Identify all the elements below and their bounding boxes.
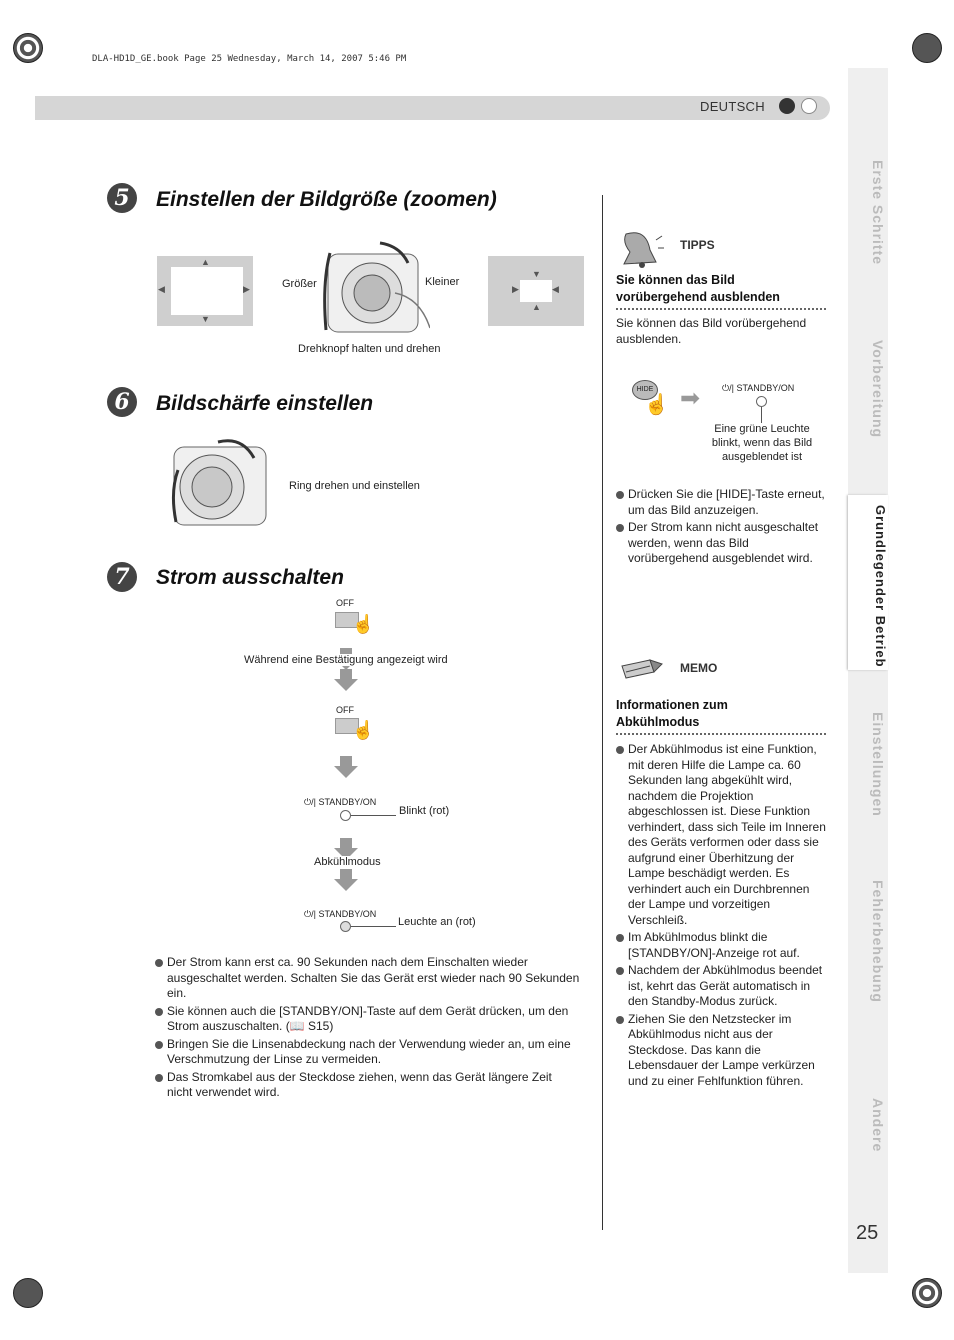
list-item: Im Abkühlmodus blinkt die [STANDBY/ON]-Anzeige rot auf. bbox=[616, 930, 828, 961]
dotted-rule bbox=[616, 733, 826, 735]
standby-label-2: ⏻/| STANDBY/ON bbox=[304, 909, 377, 919]
tab-label: Einstellungen bbox=[870, 712, 886, 817]
bell-icon bbox=[616, 228, 664, 272]
tab-andere[interactable] bbox=[850, 1098, 886, 1178]
tips-standby-label: ⏻/| STANDBY/ON bbox=[722, 383, 795, 393]
led-leader-line bbox=[351, 815, 396, 816]
lit-red-label: Leuchte an (rot) bbox=[398, 916, 476, 928]
pencil-icon bbox=[620, 658, 664, 684]
dotted-rule bbox=[616, 308, 826, 310]
off-label-2: OFF bbox=[336, 705, 354, 715]
green-led bbox=[756, 396, 767, 407]
power-off-notes bbox=[155, 955, 580, 1101]
memo-title: Informationen zum Abkühlmodus bbox=[616, 698, 728, 729]
page-dot-dark bbox=[779, 98, 795, 114]
tab-grundlegender-betrieb[interactable] bbox=[848, 495, 888, 670]
tips-notes bbox=[616, 487, 828, 567]
language-label: DEUTSCH bbox=[700, 99, 765, 114]
tips-title: Sie können das Bild vorübergehend ausblenden bbox=[616, 273, 780, 304]
led-caption: Eine grüne Leuchte blinkt, wenn das Bild ausgeblendet ist bbox=[711, 423, 813, 463]
registration-mark bbox=[912, 1278, 942, 1308]
zoom-knob-illustration bbox=[320, 238, 430, 336]
standby-label-1: ⏻/| STANDBY/ON bbox=[304, 797, 377, 807]
label-groesser: Größer bbox=[282, 278, 317, 290]
list-item: Sie können auch die [STANDBY/ON]-Taste auf dem Gerät drücken, um den Strom auszuschalten. (📖 S15) bbox=[155, 1004, 580, 1035]
tab-vorbereitung[interactable] bbox=[850, 340, 886, 480]
tab-label: Andere bbox=[870, 1098, 886, 1153]
arrow-right-icon: ➡ bbox=[680, 385, 701, 412]
page-number: 25 bbox=[856, 1222, 879, 1244]
confirm-text: Während eine Bestätigung angezeigt wird bbox=[244, 654, 448, 666]
zoom-illustration-small: ▼ ▲ ▶ ◀ bbox=[488, 256, 584, 326]
section-title-power-off: Strom ausschalten bbox=[156, 566, 344, 589]
zoom-illustration-large: ▲ ▼ ◀ ▶ bbox=[157, 256, 253, 326]
step-number-5: 5 bbox=[107, 183, 137, 213]
focus-ring-illustration bbox=[170, 432, 270, 527]
list-item: Der Abkühlmodus ist eine Funktion, mit deren Hilfe die Lampe ca. 60 Sekunden lang abgekühlt wird, nachdem die Projektion abgeschlossen ist. Diese Funktion verhindert, dass sich Teile im Inneren des Geräts verformen oder dass sie aufgrund einer Überhitzung der Lampe beschädigt werden. Es verhindert auch ein Durchbrennen der Lampe und vorzeitigen Verschleiß. bbox=[616, 742, 828, 928]
step-number-6: 6 bbox=[107, 387, 137, 417]
list-item: Der Strom kann erst ca. 90 Sekunden nach dem Einschalten wieder ausgeschaltet werden. Schalten Sie das Gerät erst wieder nach 90 Sekunden ein. bbox=[155, 955, 580, 1002]
hand-icon: ☝ bbox=[352, 720, 375, 740]
list-item: Der Strom kann nicht ausgeschaltet werden, wenn das Bild vorübergehend ausgeblendet wird. bbox=[616, 520, 828, 567]
hand-icon: ☝ bbox=[644, 394, 669, 416]
tab-label: Fehlerbehebung bbox=[870, 880, 886, 1003]
zoom-caption: Drehknopf halten und drehen bbox=[298, 343, 441, 355]
tab-erste-schritte[interactable] bbox=[850, 160, 886, 300]
registration-mark bbox=[13, 1278, 43, 1308]
registration-mark bbox=[13, 33, 43, 63]
standby-led-2 bbox=[340, 921, 351, 932]
hand-icon: ☝ bbox=[352, 614, 375, 634]
hide-key-label: HIDE bbox=[636, 386, 654, 393]
tab-einstellungen[interactable] bbox=[850, 712, 886, 852]
list-item: Das Stromkabel aus der Steckdose ziehen, wenn das Gerät längere Zeit nicht verwendet wird. bbox=[155, 1070, 580, 1101]
label-kleiner: Kleiner bbox=[425, 276, 460, 288]
column-divider bbox=[602, 195, 603, 1230]
tab-fehlerbehebung[interactable] bbox=[850, 880, 886, 1030]
step-number-7: 7 bbox=[107, 562, 137, 592]
flow-arrow bbox=[334, 669, 358, 691]
standby-led-1 bbox=[340, 810, 351, 821]
blink-red-label: Blinkt (rot) bbox=[399, 805, 450, 817]
focus-caption: Ring drehen und einstellen bbox=[289, 480, 420, 492]
flow-arrow bbox=[334, 869, 358, 891]
list-item: Bringen Sie die Linsenabdeckung nach der Verwendung wieder an, um eine Verschmutzung der Linse zu vermeiden. bbox=[155, 1037, 580, 1068]
page-dot-light bbox=[801, 98, 817, 114]
tab-label: Grundlegender Betrieb bbox=[873, 505, 888, 668]
tips-label: TIPPS bbox=[680, 238, 715, 252]
memo-label: MEMO bbox=[680, 661, 718, 675]
print-line: DLA-HD1D_GE.book Page 25 Wednesday, March 14, 2007 5:46 PM bbox=[92, 54, 407, 64]
led-leader-line bbox=[351, 926, 396, 927]
flow-arrow bbox=[334, 756, 358, 778]
memo-notes bbox=[616, 742, 828, 1089]
list-item: Drücken Sie die [HIDE]-Taste erneut, um das Bild anzuzeigen. bbox=[616, 487, 828, 518]
off-label-1: OFF bbox=[336, 598, 354, 608]
registration-mark bbox=[912, 33, 942, 63]
section-title-zoom: Einstellen der Bildgröße (zoomen) bbox=[156, 188, 497, 211]
section-title-focus: Bildschärfe einstellen bbox=[156, 392, 374, 415]
tips-intro: Sie können das Bild vorübergehend ausblenden. bbox=[616, 316, 807, 346]
tab-label: Vorbereitung bbox=[870, 340, 886, 439]
list-item: Ziehen Sie den Netzstecker im Abkühlmodus nicht aus der Steckdose. Das kann die Lebensdauer der Lampe verkürzen und zu einer Fehlfunktion führen. bbox=[616, 1012, 828, 1090]
tab-label: Erste Schritte bbox=[870, 160, 886, 266]
cooldown-label: Abkühlmodus bbox=[314, 856, 381, 868]
list-item: Nachdem der Abkühlmodus beendet ist, kehrt das Gerät automatisch in den Standby-Modus zurück. bbox=[616, 963, 828, 1010]
led-leader-line bbox=[761, 407, 762, 423]
